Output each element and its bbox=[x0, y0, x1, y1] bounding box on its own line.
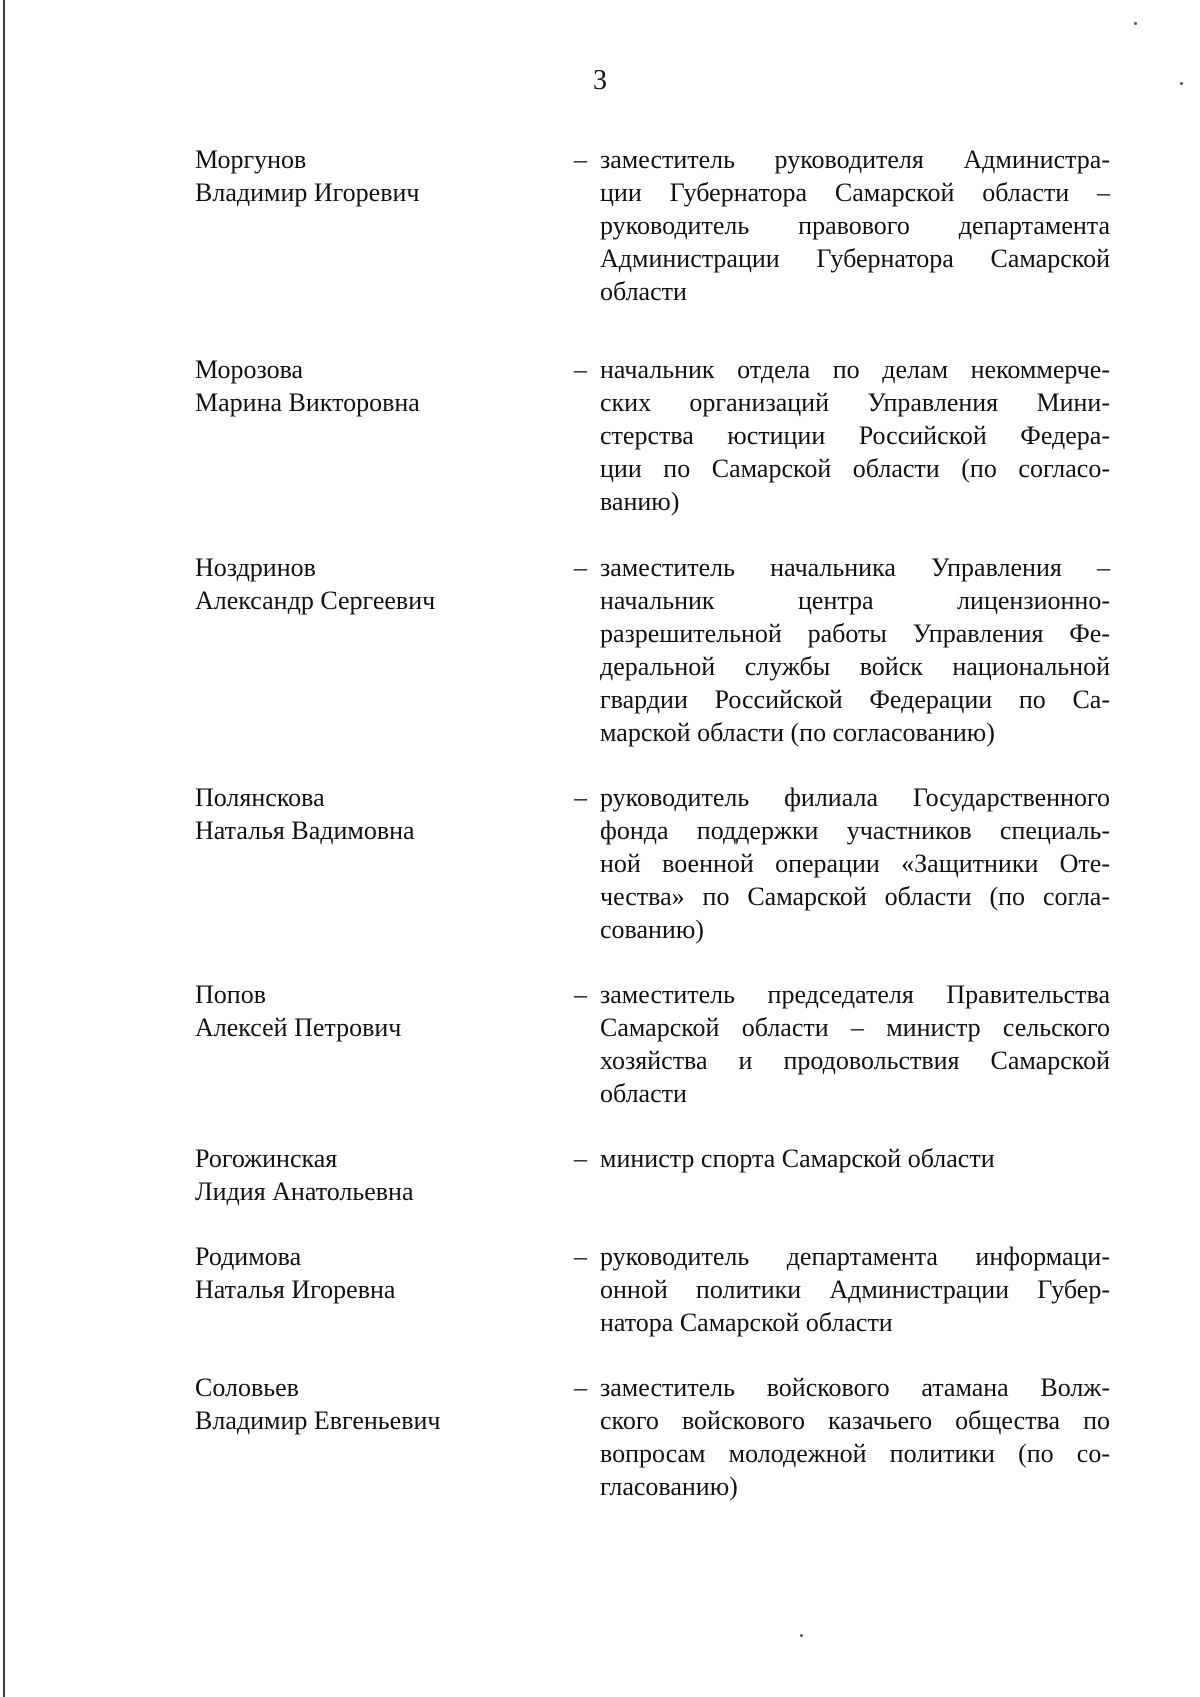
separator-dash: – bbox=[574, 1373, 587, 1402]
position-line: онной политики Администрации Губер- bbox=[600, 1275, 1110, 1304]
scan-speck bbox=[1180, 82, 1183, 85]
member-given-names: Наталья Игоревна bbox=[195, 1275, 396, 1304]
position-line: министр спорта Самарской области bbox=[600, 1144, 995, 1173]
position-line: заместитель председателя Правительства bbox=[600, 980, 1110, 1009]
position-line: вопросам молодежной политики (по со- bbox=[600, 1439, 1110, 1468]
member-name bbox=[195, 143, 555, 209]
member-surname: Полянскова bbox=[195, 783, 325, 812]
position-line: гласованию) bbox=[600, 1472, 738, 1501]
member-name bbox=[195, 353, 555, 419]
member-given-names: Алексей Петрович bbox=[195, 1013, 402, 1042]
position-line: заместитель начальника Управления – bbox=[600, 553, 1110, 582]
position-line: ной военной операции «Защитники Оте- bbox=[600, 849, 1110, 878]
member-position bbox=[600, 978, 1110, 1110]
position-line: чества» по Самарской области (по согла- bbox=[600, 882, 1110, 911]
separator-dash: – bbox=[574, 553, 587, 582]
position-line: фонда поддержки участников специаль- bbox=[600, 816, 1110, 845]
member-surname: Моргунов bbox=[195, 145, 307, 174]
member-position bbox=[600, 1142, 1110, 1175]
member-position bbox=[600, 781, 1110, 946]
position-line: заместитель войскового атамана Волж- bbox=[600, 1373, 1110, 1402]
position-line: разрешительной работы Управления Фе- bbox=[600, 619, 1110, 648]
position-line: начальник центра лицензионно- bbox=[600, 586, 1110, 615]
position-line: области bbox=[600, 277, 687, 306]
member-given-names: Александр Сергеевич bbox=[195, 586, 436, 615]
position-line: начальник отдела по делам некоммерче- bbox=[600, 355, 1110, 384]
member-given-names: Наталья Вадимовна bbox=[195, 816, 415, 845]
member-surname: Соловьев bbox=[195, 1373, 299, 1402]
position-line: ции Губернатора Самарской области – bbox=[600, 178, 1110, 207]
position-line: деральной службы войск национальной bbox=[600, 652, 1110, 681]
position-line: ского войскового казачьего общества по bbox=[600, 1406, 1110, 1435]
separator-dash: – bbox=[574, 145, 587, 174]
separator-dash: – bbox=[574, 1144, 587, 1173]
position-line: сованию) bbox=[600, 915, 704, 944]
member-name bbox=[195, 1371, 555, 1437]
position-line: марской области (по согласованию) bbox=[600, 718, 995, 747]
separator-dash: – bbox=[574, 980, 587, 1009]
member-given-names: Лидия Анатольевна bbox=[195, 1177, 414, 1206]
position-line: Самарской области – министр сельского bbox=[600, 1013, 1110, 1042]
separator-dash: – bbox=[574, 355, 587, 384]
position-line: руководитель правового департамента bbox=[600, 211, 1110, 240]
member-position bbox=[600, 1371, 1110, 1503]
member-name bbox=[195, 978, 555, 1044]
position-line: хозяйства и продовольствия Самарской bbox=[600, 1046, 1110, 1075]
position-line: стерства юстиции Российской Федера- bbox=[600, 421, 1110, 450]
left-margin-rule bbox=[3, 0, 5, 1697]
member-position bbox=[600, 1240, 1110, 1339]
member-given-names: Владимир Игоревич bbox=[195, 178, 420, 207]
member-surname: Попов bbox=[195, 980, 266, 1009]
page-number: 3 bbox=[593, 65, 607, 96]
member-given-names: Владимир Евгеньевич bbox=[195, 1406, 441, 1435]
scan-speck bbox=[1134, 22, 1137, 25]
position-line: гвардии Российской Федерации по Са- bbox=[600, 685, 1110, 714]
separator-dash: – bbox=[574, 1242, 587, 1271]
position-line: заместитель руководителя Администра- bbox=[600, 145, 1110, 174]
position-line: ских организаций Управления Мини- bbox=[600, 388, 1110, 417]
position-line: Администрации Губернатора Самарской bbox=[600, 244, 1110, 273]
scan-speck bbox=[800, 1634, 803, 1637]
member-surname: Родимова bbox=[195, 1242, 302, 1271]
position-line: руководитель филиала Государственного bbox=[600, 783, 1110, 812]
member-surname: Рогожинская bbox=[195, 1144, 338, 1173]
member-position bbox=[600, 551, 1110, 749]
member-name bbox=[195, 551, 555, 617]
position-line: ванию) bbox=[600, 487, 680, 516]
position-line: руководитель департамента информаци- bbox=[600, 1242, 1110, 1271]
member-position bbox=[600, 353, 1110, 518]
member-surname: Морозова bbox=[195, 355, 304, 384]
position-line: ции по Самарской области (по согласо- bbox=[600, 454, 1110, 483]
member-name bbox=[195, 1142, 555, 1208]
member-position bbox=[600, 143, 1110, 308]
member-name bbox=[195, 1240, 555, 1306]
member-surname: Ноздринов bbox=[195, 553, 316, 582]
separator-dash: – bbox=[574, 783, 587, 812]
position-line: натора Самарской области bbox=[600, 1308, 893, 1337]
position-line: области bbox=[600, 1079, 687, 1108]
member-given-names: Марина Викторовна bbox=[195, 388, 420, 417]
member-name bbox=[195, 781, 555, 847]
